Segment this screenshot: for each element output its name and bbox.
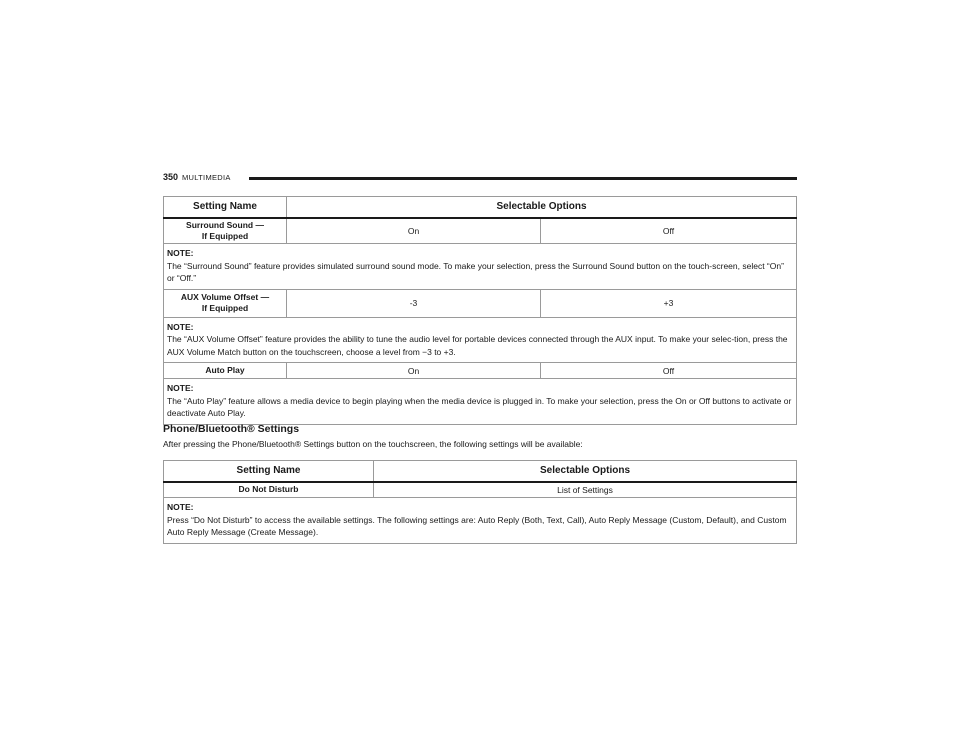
multimedia-settings-table (163, 196, 797, 425)
option-cell: +3 (541, 289, 797, 317)
note-cell (164, 379, 797, 425)
option-cell: -3 (287, 289, 541, 317)
table-row (164, 289, 797, 317)
note-label: NOTE: (167, 383, 194, 393)
phone-bluetooth-settings-table (163, 460, 797, 544)
table-row (164, 218, 797, 244)
note-row (164, 317, 797, 363)
setting-name-cell (164, 289, 287, 317)
setting-name-cell: Do Not Disturb (164, 482, 374, 498)
header-rule (249, 177, 797, 180)
option-cell: On (287, 218, 541, 244)
table-row (164, 482, 797, 498)
setting-name-cell (164, 218, 287, 244)
note-label: NOTE: (167, 502, 194, 512)
phone-bluetooth-heading: Phone/Bluetooth® Settings (163, 423, 300, 435)
note-label: NOTE: (167, 248, 194, 258)
table-row (164, 363, 797, 379)
column-header-setting-name: Setting Name (164, 461, 374, 482)
note-row (164, 498, 797, 544)
note-text: The “Surround Sound” feature provides simulated surround sound mode. To make your selection, press the Surround Sound button on the touch-screen, select “On” or “Off.” (167, 260, 784, 283)
option-cell: List of Settings (374, 482, 797, 498)
note-cell (164, 317, 797, 363)
note-cell (164, 498, 797, 544)
page-header (163, 172, 797, 186)
note-row (164, 244, 797, 290)
note-label: NOTE: (167, 321, 194, 332)
setting-name-cell: Auto Play (164, 363, 287, 379)
option-cell: Off (541, 218, 797, 244)
column-header-setting-name: Setting Name (164, 197, 287, 218)
note-cell (164, 244, 797, 290)
section-title: MULTIMEDIA (182, 173, 231, 182)
note-row (164, 379, 797, 425)
note-text: Press “Do Not Disturb” to access the available settings. The following settings are: Auto Reply (Both, Text, Call), Auto Reply Message (Custom, Default), and Custom Auto Reply Message (Create Message). (167, 514, 787, 537)
phone-bluetooth-intro: After pressing the Phone/Bluetooth® Settings button on the touchscreen, the following settings will be available: (163, 439, 583, 449)
note-text: The “AUX Volume Offset” feature provides the ability to tune the audio level for portable devices connected through the AUX input. To make your selec-tion, press the AUX Volume Match button on the touchscreen, choose a level from −3 to +3. (167, 334, 788, 357)
option-cell: Off (541, 363, 797, 379)
setting-name-line: AUX Volume Offset — If Equipped (180, 292, 270, 313)
page-number: 350 (163, 172, 179, 182)
note-text: The “Auto Play” feature allows a media device to begin playing when the media device is plugged in. To make your selection, press the On or Off buttons to activate or deactivate Auto Play. (167, 395, 792, 418)
setting-name-line: Surround Sound — If Equipped (186, 219, 264, 241)
option-cell: On (287, 363, 541, 379)
column-header-selectable-options: Selectable Options (374, 461, 797, 482)
column-header-selectable-options: Selectable Options (287, 197, 797, 218)
